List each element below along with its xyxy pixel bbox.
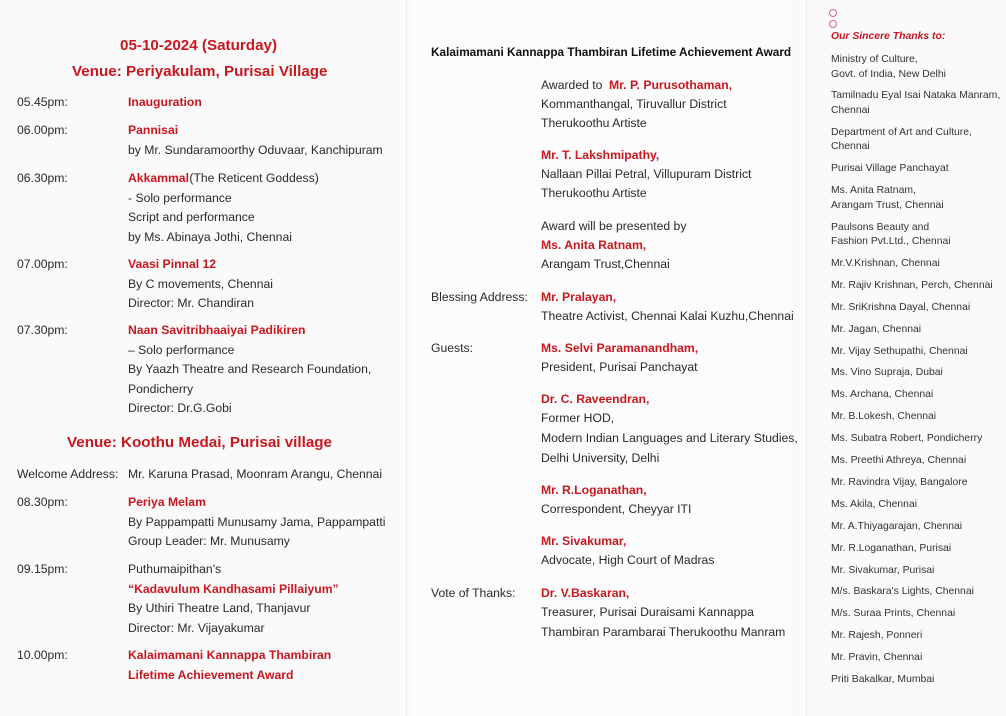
thanks-item: Priti Bakalkar, Mumbai — [831, 674, 935, 685]
thanks-item: Mr. Rajiv Krishnan, Perch, Chennai — [831, 279, 993, 291]
event-date: 05-10-2024 (Saturday) — [120, 37, 278, 54]
guest-name: Mr. Sivakumar, — [541, 534, 627, 548]
recipient-2-name: Mr. T. Lakshmipathy, — [541, 148, 660, 162]
schedule-title: Naan Savitribhaaiyai Padikiren — [128, 323, 306, 337]
left-panel — [0, 0, 400, 716]
guest-line: President, Purisai Panchayat — [541, 360, 698, 374]
thanks-item: Mr. SriKrishna Dayal, Chennai — [831, 301, 971, 313]
schedule-detail: Pondicherry — [128, 381, 194, 396]
thanks-item: Mr.V.Krishnan, Chennai — [831, 257, 940, 269]
decorative-dot-icon — [829, 20, 837, 28]
thanks-item: M/s. Suraa Prints, Chennai — [831, 608, 956, 620]
schedule-time: 07.00pm: — [17, 257, 68, 271]
schedule-title-suffix: (The Reticent Goddess) — [186, 171, 319, 185]
schedule-title: Pannisai — [128, 123, 179, 137]
thanks-item: Paulsons Beauty and — [831, 221, 930, 233]
vote-label: Vote of Thanks: — [431, 586, 516, 600]
schedule-detail: By Yaazh Theatre and Research Foundation, — [128, 362, 372, 376]
decorative-dot-icon — [829, 9, 837, 17]
schedule-time: 09.15pm: — [17, 562, 68, 576]
thanks-item: Arangam Trust, Chennai — [831, 199, 944, 211]
schedule-detail: By Pappampatti Munusamy Jama, Pappampatti — [128, 514, 386, 529]
schedule-time: 06.00pm: — [17, 123, 68, 137]
thanks-item: Mr. Pravin, Chennai — [831, 652, 923, 664]
schedule-time: 10.00pm: — [17, 648, 68, 662]
thanks-item: Ministry of Culture, — [831, 54, 918, 65]
thanks-item: Mr. A.Thiyagarajan, Chennai — [831, 520, 963, 532]
schedule-detail: by Ms. Abinaya Jothi, Chennai — [128, 229, 292, 244]
thanks-item: Ms. Archana, Chennai — [831, 389, 934, 401]
guest-line: Modern Indian Languages and Literary Studies, — [541, 431, 798, 445]
thanks-item: Purisai Village Panchayat — [831, 163, 949, 175]
recipient-1-line: Therukoothu Artiste — [541, 116, 647, 130]
thanks-item: Mr. Sivakumar, Purisai — [831, 564, 935, 576]
schedule-detail: Director: Dr.G.Gobi — [128, 401, 232, 415]
venue-heading-2: Venue: Koothu Medai, Purisai village — [67, 434, 332, 451]
recipient-2-line: Nallaan Pillai Petral, Villupuram District — [541, 167, 752, 181]
thanks-item: Govt. of India, New Delhi — [831, 68, 946, 80]
thanks-item: Ms. Preethi Athreya, Chennai — [831, 455, 967, 466]
welcome-label: Welcome Address: — [17, 467, 119, 481]
thanks-item: Chennai — [831, 104, 870, 116]
guest-line: Advocate, High Court of Madras — [541, 553, 715, 567]
vote-line: Thambiran Parambarai Therukoothu Manram — [541, 625, 786, 639]
thanks-item: Mr. B.Lokesh, Chennai — [831, 411, 937, 423]
thanks-item: Mr. Ravindra Vijay, Bangalore — [831, 476, 968, 488]
vote-line: Treasurer, Purisai Duraisami Kannappa — [541, 605, 754, 619]
guests-label: Guests: — [431, 341, 473, 355]
schedule-detail: Director: Mr. Vijayakumar — [128, 620, 265, 635]
thanks-item: Ms. Akila, Chennai — [831, 498, 918, 510]
thanks-item: Ms. Anita Ratnam, — [831, 185, 916, 197]
thanks-item: Mr. R.Loganathan, Purisai — [831, 542, 952, 554]
schedule-time: 06.30pm: — [17, 171, 68, 185]
thanks-item: Mr. Jagan, Chennai — [831, 323, 922, 335]
schedule-detail: Script and performance — [128, 210, 255, 224]
schedule-title: Kalaimamani Kannappa Thambiran — [128, 648, 332, 662]
blessing-name: Mr. Pralayan, — [541, 290, 617, 304]
blessing-org: Theatre Activist, Chennai Kalai Kuzhu,Chennai — [541, 309, 794, 323]
schedule-title: Vaasi Pinnal 12 — [128, 257, 217, 271]
schedule-title: Periya Melam — [128, 495, 206, 509]
thanks-item: M/s. Baskara's Lights, Chennai — [831, 586, 974, 598]
awarded-to-label: Awarded to — [541, 78, 603, 92]
schedule-time: 08.30pm: — [17, 495, 68, 509]
guest-line: Former HOD, — [541, 411, 615, 425]
award-title: Kalaimamani Kannappa Thambiran Lifetime Achievement Award — [431, 45, 792, 59]
thanks-item: Tamilnadu Eyal Isai Nataka Manram, — [831, 90, 1001, 102]
thanks-item: Ms. Vino Supraja, Dubai — [831, 367, 943, 379]
recipient-1-name: Mr. P. Purusothaman, — [609, 78, 733, 92]
schedule-detail: Group Leader: Mr. Munusamy — [128, 534, 290, 548]
guest-name: Dr. C. Raveendran, — [541, 392, 650, 406]
schedule-time: 05.45pm: — [17, 95, 68, 109]
recipient-1-line: Kommanthangal, Tiruvallur District — [541, 97, 727, 111]
schedule-detail: By Uthiri Theatre Land, Thanjavur — [128, 601, 311, 615]
schedule-time: 07.30pm: — [17, 323, 68, 337]
thanks-item: Ms. Subatra Robert, Pondicherry — [831, 433, 983, 445]
thanks-item: Department of Art and Culture, — [831, 126, 972, 138]
recipient-2-line: Therukoothu Artiste — [541, 186, 647, 200]
schedule-detail: by Mr. Sundaramoorthy Oduvaar, Kanchipuram — [128, 142, 383, 157]
guest-line: Correspondent, Cheyyar ITI — [541, 502, 692, 516]
fold-line-left — [406, 0, 407, 716]
presenter-org: Arangam Trust,Chennai — [541, 257, 670, 271]
presenter-name: Ms. Anita Ratnam, — [541, 238, 647, 252]
vote-name: Dr. V.Baskaran, — [541, 586, 630, 600]
guest-name: Ms. Selvi Paramanandham, — [541, 341, 699, 355]
thanks-item: Fashion Pvt.Ltd., Chennai — [831, 236, 951, 247]
venue-heading-1: Venue: Periyakulam, Purisai Village — [72, 63, 328, 80]
schedule-pre: Puthumaipithan's — [128, 562, 222, 576]
schedule-detail: By C movements, Chennai — [128, 276, 273, 291]
schedule-title: “Kadavulum Kandhasami Pillaiyum” — [128, 581, 339, 596]
schedule-title: Lifetime Achievement Award — [128, 667, 294, 682]
thanks-item: Mr. Vijay Sethupathi, Chennai — [831, 345, 968, 357]
thanks-item: Mr. Rajesh, Ponneri — [831, 630, 923, 642]
thanks-item: Chennai — [831, 141, 870, 153]
welcome-value: Mr. Karuna Prasad, Moonram Arangu, Chennai — [128, 467, 383, 481]
blessing-label: Blessing Address: — [431, 290, 528, 304]
presented-by-text: Award will be presented by — [541, 219, 687, 233]
guest-line: Delhi University, Delhi — [541, 451, 660, 465]
thanks-title: Our Sincere Thanks to: — [831, 31, 946, 42]
schedule-detail: - Solo performance — [128, 190, 232, 205]
schedule-title: Akkammal — [128, 171, 189, 185]
fold-line-right — [806, 0, 807, 716]
schedule-detail: Director: Mr. Chandiran — [128, 296, 254, 310]
schedule-title: Inauguration — [128, 95, 202, 109]
schedule-detail: – Solo performance — [128, 342, 235, 357]
guest-name: Mr. R.Loganathan, — [541, 483, 647, 497]
